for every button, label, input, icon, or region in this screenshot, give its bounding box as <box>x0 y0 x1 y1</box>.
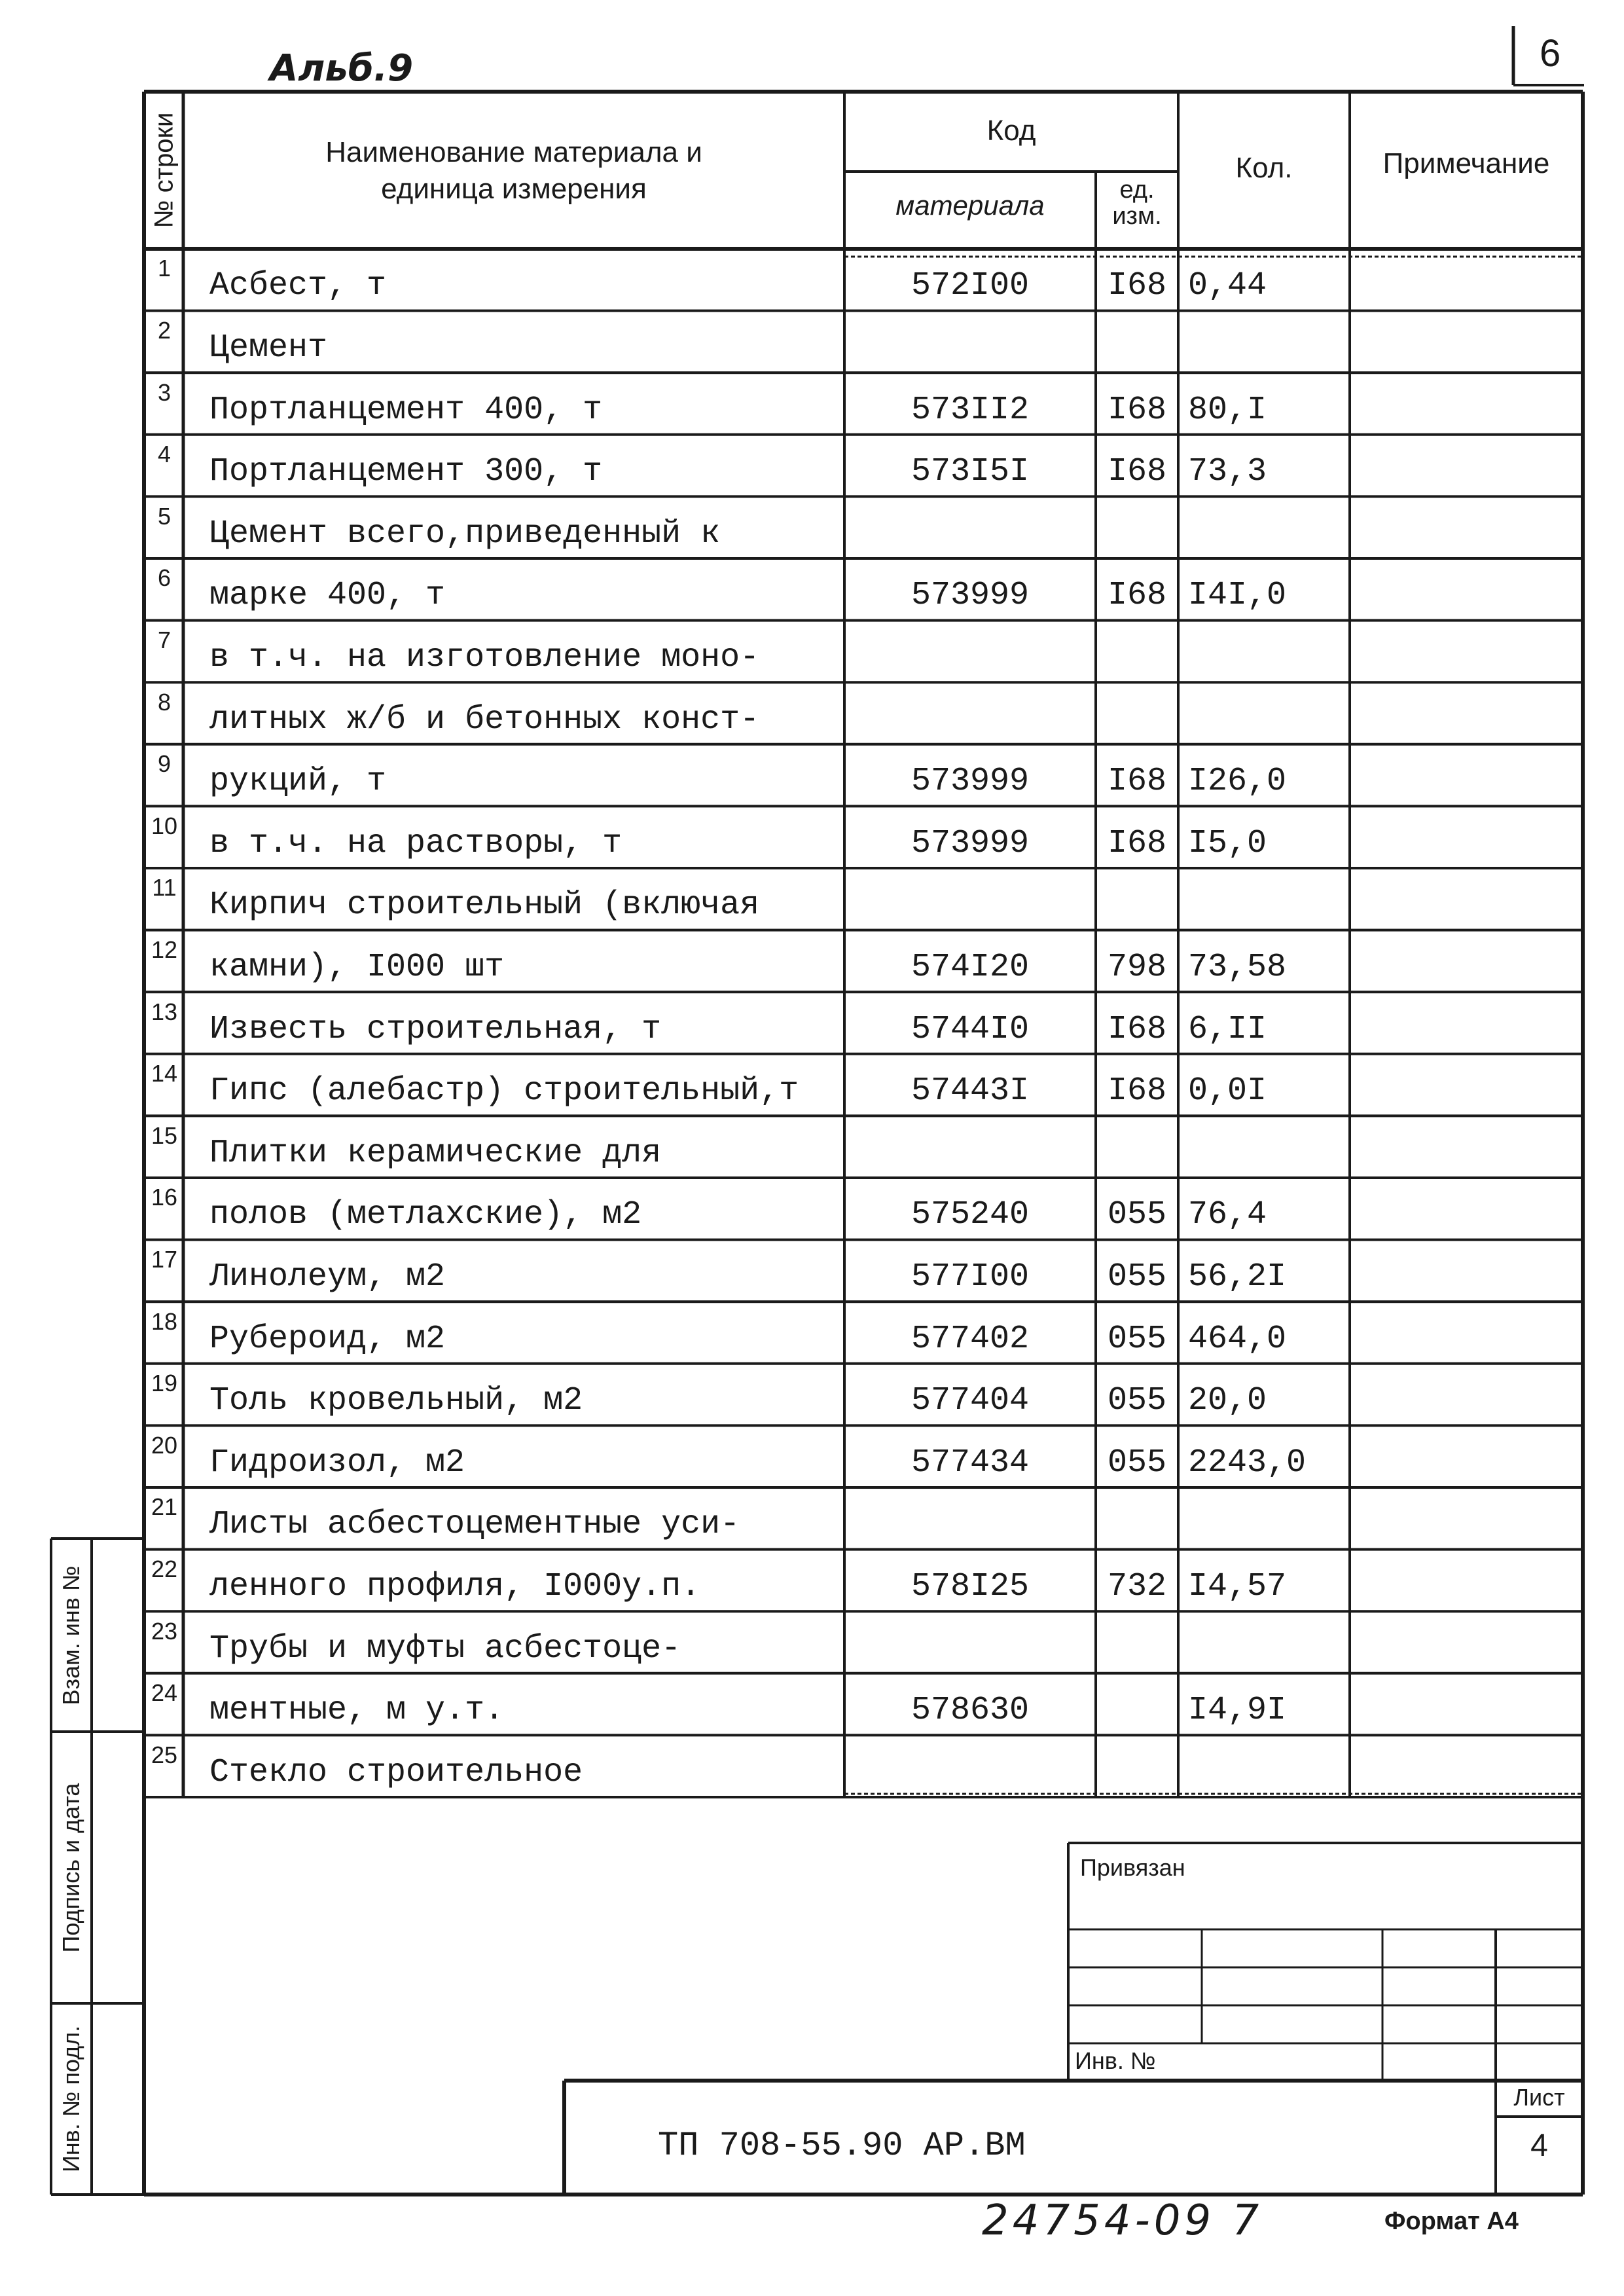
row-number: 3 <box>157 378 171 406</box>
col-header-note: Примечание <box>1382 147 1550 179</box>
quantity: 6,II <box>1188 1010 1267 1048</box>
row-number: 18 <box>151 1307 178 1335</box>
row-number: 5 <box>157 502 171 530</box>
format-label: Формат А4 <box>1384 2208 1519 2235</box>
col-header-row-no: № строки <box>149 112 179 228</box>
unit-code: I68 <box>1107 577 1166 615</box>
col-header-material: материала <box>895 190 1045 221</box>
material-name: Стекло строительное <box>209 1753 583 1791</box>
unit-code: I68 <box>1107 453 1166 491</box>
unit-code: I68 <box>1107 1072 1166 1110</box>
row-number: 4 <box>157 441 171 468</box>
row-number: 2 <box>157 316 171 344</box>
page-mark: 6 <box>1540 32 1561 75</box>
material-name: Толь кровельный, м2 <box>209 1382 583 1420</box>
material-name: Линолеум, м2 <box>209 1258 446 1296</box>
material-code: 575240 <box>911 1196 1030 1234</box>
quantity: 80,I <box>1188 391 1267 429</box>
material-name: в т.ч. на растворы, т <box>209 824 623 862</box>
row-number: 24 <box>151 1679 178 1707</box>
col-header-code: Код <box>986 115 1036 147</box>
material-code: 5744I0 <box>911 1010 1030 1048</box>
album-label: Альб.9 <box>270 47 414 90</box>
quantity: 76,4 <box>1188 1196 1267 1234</box>
row-number: 12 <box>151 936 178 963</box>
row-number: 16 <box>151 1184 178 1211</box>
row-number: 11 <box>152 874 177 902</box>
material-code: 577434 <box>911 1444 1030 1482</box>
title-doc-code: ТП 708-55.90 АР.ВМ <box>658 2126 1026 2165</box>
material-name: ленного профиля, I000у.п. <box>209 1567 701 1605</box>
material-name: литных ж/б и бетонных конст- <box>209 701 760 738</box>
row-number: 9 <box>157 750 171 778</box>
material-code: 577I00 <box>911 1258 1030 1296</box>
unit-code: 055 <box>1107 1320 1166 1358</box>
material-name: Трубы и муфты асбестоце- <box>209 1630 681 1667</box>
material-name: марке 400, т <box>209 577 446 615</box>
row-number: 15 <box>151 1121 178 1149</box>
unit-code: 732 <box>1107 1567 1166 1605</box>
material-name: Листы асбестоцементные уси- <box>209 1506 740 1544</box>
material-code: 572I00 <box>911 267 1030 305</box>
row-number: 14 <box>151 1060 178 1087</box>
unit-code: I68 <box>1107 824 1166 862</box>
quantity: I4,9I <box>1188 1692 1287 1730</box>
material-code: 57443I <box>911 1072 1030 1110</box>
material-code: 573999 <box>911 763 1030 801</box>
row-number: 17 <box>151 1245 178 1273</box>
row-number: 7 <box>157 626 171 653</box>
row-number: 23 <box>151 1617 178 1645</box>
row-number: 21 <box>151 1493 178 1521</box>
unit-code: 055 <box>1107 1382 1166 1420</box>
title-sheet-no: 4 <box>1530 2128 1548 2163</box>
quantity: 0,44 <box>1188 267 1267 305</box>
col-header-unit: ед. изм. <box>1112 176 1162 230</box>
quantity: I4,57 <box>1188 1567 1287 1605</box>
material-code: 573I5I <box>911 453 1030 491</box>
material-name: Рубероид, м2 <box>209 1320 446 1358</box>
unit-code: 055 <box>1107 1196 1166 1234</box>
quantity: 464,0 <box>1188 1320 1287 1358</box>
unit-code: I68 <box>1107 1010 1166 1048</box>
row-number: 19 <box>151 1370 178 1397</box>
material-name: Портланцемент 400, т <box>209 391 603 429</box>
handwritten-number: 24754-09 7 <box>982 2196 1263 2245</box>
material-name: Цемент всего,приведенный к <box>209 515 721 553</box>
quantity: I26,0 <box>1188 763 1287 801</box>
material-code: 578I25 <box>911 1567 1030 1605</box>
quantity: 73,58 <box>1188 948 1287 986</box>
title-bound: Привязан <box>1080 1854 1185 1881</box>
row-number: 13 <box>151 998 178 1025</box>
title-sheet-label: Лист <box>1513 2084 1565 2111</box>
material-name: в т.ч. на изготовление моно- <box>209 638 760 676</box>
quantity: 73,3 <box>1188 453 1267 491</box>
stamp-sign-date: Подпись и дата <box>58 1783 84 1952</box>
material-name: Гидроизол, м2 <box>209 1444 465 1482</box>
quantity: I5,0 <box>1188 824 1267 862</box>
material-code: 573999 <box>911 577 1030 615</box>
material-name: камни), I000 шт <box>209 948 505 986</box>
material-code: 573999 <box>911 824 1030 862</box>
row-number: 6 <box>157 564 171 592</box>
row-number: 8 <box>157 688 171 716</box>
material-name: Цемент <box>209 329 328 367</box>
unit-code: 055 <box>1107 1258 1166 1296</box>
row-number: 10 <box>151 812 178 839</box>
material-name: полов (метлахские), м2 <box>209 1196 642 1234</box>
title-inv-no: Инв. № <box>1075 2047 1156 2074</box>
material-code: 574I20 <box>911 948 1030 986</box>
unit-code: 798 <box>1107 948 1166 986</box>
material-code: 577404 <box>911 1382 1030 1420</box>
col-header-qty: Кол. <box>1235 152 1293 184</box>
unit-code: I68 <box>1107 267 1166 305</box>
material-name: Известь строительная, т <box>209 1010 662 1048</box>
quantity: 20,0 <box>1188 1382 1267 1420</box>
material-code: 578630 <box>911 1692 1030 1730</box>
unit-code: 055 <box>1107 1444 1166 1482</box>
stamp-inv-orig: Инв. № подл. <box>58 2025 84 2173</box>
material-name: Гипс (алебастр) строительный,т <box>209 1072 799 1110</box>
material-name: Плитки керамические для <box>209 1134 662 1172</box>
material-code: 573II2 <box>911 391 1030 429</box>
row-number: 20 <box>151 1431 178 1459</box>
quantity: I4I,0 <box>1188 577 1287 615</box>
row-number: 1 <box>157 255 171 282</box>
quantity: 56,2I <box>1188 1258 1287 1296</box>
material-name: Асбест, т <box>209 267 387 305</box>
material-name: ментные, м у.т. <box>209 1692 505 1730</box>
material-name: Кирпич строительный (включая <box>209 886 760 924</box>
unit-code: I68 <box>1107 763 1166 801</box>
material-name: Портланцемент 300, т <box>209 453 603 491</box>
quantity: 2243,0 <box>1188 1444 1307 1482</box>
material-name: рукций, т <box>209 763 387 801</box>
material-code: 577402 <box>911 1320 1030 1358</box>
unit-code: I68 <box>1107 391 1166 429</box>
row-number: 25 <box>151 1741 178 1768</box>
quantity: 0,0I <box>1188 1072 1267 1110</box>
row-number: 22 <box>151 1555 178 1582</box>
stamp-replace-inv: Взам. инв № <box>58 1565 84 1705</box>
col-header-name: Наименование материала и единица измерения <box>325 136 702 205</box>
